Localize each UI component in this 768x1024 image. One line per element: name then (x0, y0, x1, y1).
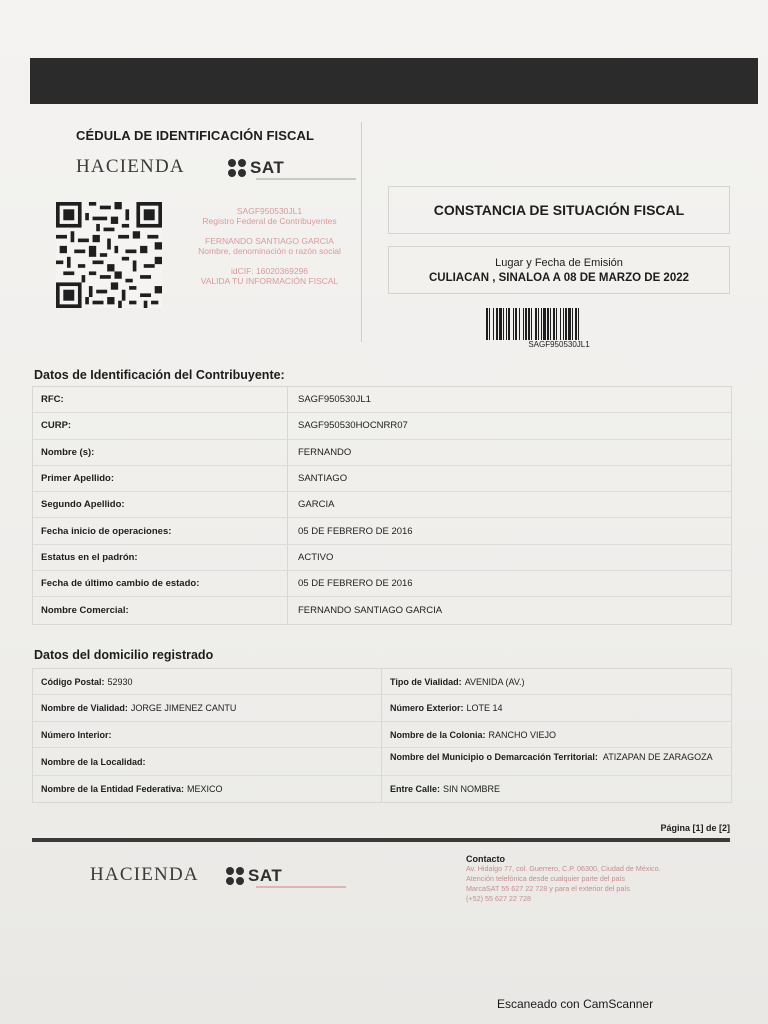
barcode-bar (513, 308, 514, 340)
localidad-label: Nombre de la Localidad: (41, 756, 146, 767)
barcode-bar (560, 308, 561, 340)
barcode-bar (489, 308, 490, 340)
table-row (33, 545, 731, 571)
barcode-bar (508, 308, 510, 340)
table-row (33, 440, 731, 466)
cedula-rfc: SAGF950530JL1 (236, 206, 303, 216)
id-label: Primer Apellido: (33, 466, 288, 491)
numero-exterior-value: LOTE 14 (466, 703, 503, 713)
id-value: SAGF950530HOCNRR07 (298, 420, 408, 432)
table-row (33, 466, 731, 492)
barcode-icon (484, 308, 634, 340)
colonia-label: Nombre de la Colonia: (390, 729, 486, 740)
id-label: Estatus en el padrón: (33, 545, 288, 570)
barcode-bar (499, 308, 502, 340)
top-header-band (30, 58, 758, 104)
id-value: SAGF950530JL1 (298, 394, 371, 406)
cedula-idcif: idCIF: 16020369296 (230, 266, 309, 276)
barcode-bar (568, 308, 571, 340)
qr-code-icon (54, 202, 164, 308)
barcode-bar (550, 308, 551, 340)
footer-sat-subtitle-line (256, 886, 346, 888)
table-row (33, 776, 731, 802)
entre-calle-value: SIN NOMBRE (443, 784, 501, 794)
barcode-bar (493, 308, 494, 340)
tipo-vialidad-cell (382, 669, 731, 694)
numero-exterior-cell (382, 695, 731, 721)
contacto-line: (+52) 55 627 22 728 (466, 894, 531, 903)
constancia-title: CONSTANCIA DE SITUACIÓN FISCAL (433, 202, 685, 218)
cedula-nombre: FERNANDO SANTIAGO GARCIA (205, 236, 334, 246)
codigo-postal-value: 52930 (107, 676, 133, 687)
barcode-bar (496, 308, 498, 340)
sat-dots-icon (228, 159, 246, 177)
id-value: 05 DE FEBRERO DE 2016 (298, 525, 413, 537)
footer-hacienda-logo: HACIENDA (90, 864, 199, 885)
table-row (33, 413, 731, 439)
sat-logo-text: SAT (250, 158, 285, 177)
barcode-bar (515, 308, 517, 340)
id-value: 05 DE FEBRERO DE 2016 (298, 578, 413, 590)
cedula-valida: VALIDA TU INFORMACIÓN FISCAL (200, 276, 339, 286)
contacto-line: Atención telefónica desde cualquier parte del país (466, 874, 626, 883)
footer-sat-text: SAT (248, 866, 283, 885)
contacto-line: MarcaSAT 55 627 22 728 y para el exterior del país (466, 884, 630, 893)
entre-calle-cell (382, 776, 731, 802)
cedula-panel (42, 122, 362, 342)
tipo-vialidad-label: Tipo de Vialidad: (390, 676, 462, 687)
barcode-label: SAGF950530JL1 (528, 340, 590, 349)
barcode-bar (535, 308, 537, 340)
sat-logo (228, 158, 284, 178)
sat-subtitle-line (256, 178, 356, 180)
barcode-bar (538, 308, 539, 340)
colonia-value: RANCHO VIEJO (488, 729, 557, 740)
barcode-bar (556, 308, 557, 340)
id-label: Nombre (s): (33, 440, 288, 465)
codigo-postal-label: Código Postal: (41, 676, 105, 687)
table-row (33, 518, 731, 544)
localidad-cell (33, 748, 382, 775)
municipio-cell (382, 748, 731, 775)
nombre-vialidad-cell (33, 695, 382, 721)
table-row (33, 571, 731, 597)
emision-label: Lugar y Fecha de Emisión (495, 257, 623, 269)
nombre-vialidad-value: JORGE JIMENEZ CANTU (130, 703, 237, 713)
barcode-bar (506, 308, 507, 340)
contacto-line: Av. Hidalgo 77, col. Guerrero, C.P. 06300, Ciudad de México. (466, 864, 661, 873)
barcode-bar (565, 308, 567, 340)
entidad-cell (33, 776, 382, 802)
emision-value: CULIACAN , SINALOA A 08 DE MARZO DE 2022 (428, 272, 690, 284)
barcode-bar (528, 308, 530, 340)
id-label: Fecha de último cambio de estado: (33, 571, 288, 596)
municipio-value: ATIZAPAN DE ZARAGOZA (602, 752, 713, 762)
numero-interior-label: Número Interior: (41, 729, 112, 740)
barcode-bar (523, 308, 524, 340)
table-row (33, 492, 731, 518)
barcode-bar (575, 308, 577, 340)
id-label: RFC: (33, 387, 288, 412)
constancia-box (388, 186, 730, 234)
table-row (33, 722, 731, 748)
numero-interior-cell (33, 722, 382, 747)
numero-exterior-label: Número Exterior: (390, 703, 464, 713)
entidad-value: MEXICO (187, 784, 223, 794)
cedula-title: CÉDULA DE IDENTIFICACIÓN FISCAL (76, 128, 315, 143)
id-label: Fecha inicio de operaciones: (33, 518, 288, 543)
id-label: Nombre Comercial: (33, 597, 288, 623)
codigo-postal-cell (33, 669, 382, 694)
barcode-bar (503, 308, 504, 340)
barcode-bar (541, 308, 542, 340)
id-value: FERNANDO (298, 446, 352, 458)
footer-sat-logo (226, 866, 282, 886)
barcode-bar (531, 308, 532, 340)
contacto-text (466, 864, 716, 904)
tipo-vialidad-value: AVENIDA (AV.) (464, 676, 525, 687)
barcode-bar (572, 308, 573, 340)
camscanner-watermark: Escaneado con CamScanner (497, 997, 654, 1011)
sat-dots-icon (226, 867, 244, 885)
table-row (33, 695, 731, 722)
contacto-title: Contacto (466, 854, 505, 864)
id-label: Segundo Apellido: (33, 492, 288, 517)
colonia-cell (382, 722, 731, 747)
nombre-vialidad-label: Nombre de Vialidad: (41, 703, 128, 713)
barcode-bar (553, 308, 555, 340)
barcode-bar (543, 308, 546, 340)
domicilio-table (32, 668, 732, 803)
id-value: GARCIA (298, 499, 335, 511)
domicilio-title: Datos del domicilio registrado (34, 648, 214, 662)
barcode-bar (563, 308, 564, 340)
hacienda-logo: HACIENDA (76, 156, 185, 177)
table-row (33, 597, 731, 623)
identificacion-title: Datos de Identificación del Contribuyente: (34, 368, 285, 382)
cedula-info-block (192, 206, 347, 296)
entre-calle-label: Entre Calle: (390, 784, 441, 794)
id-value: ACTIVO (298, 551, 334, 563)
table-row (33, 748, 731, 776)
barcode-bar (578, 308, 579, 340)
cedula-registro-label: Registro Federal de Contribuyentes (202, 216, 337, 226)
barcode-bar (486, 308, 488, 340)
table-row (33, 669, 731, 695)
identificacion-table (32, 386, 732, 625)
table-row (33, 387, 731, 413)
emision-box (388, 246, 730, 294)
municipio-label: Nombre del Municipio o Demarcación Territorial: (390, 752, 598, 762)
barcode-bar (525, 308, 527, 340)
footer-divider (32, 838, 730, 842)
cedula-nombre-label: Nombre, denominación o razón social (198, 246, 341, 256)
barcode-bar (519, 308, 520, 340)
id-value: SANTIAGO (298, 473, 348, 485)
page-number: Página [1] de [2] (660, 823, 730, 833)
barcode-bar (547, 308, 549, 340)
entidad-label: Nombre de la Entidad Federativa: (41, 784, 185, 794)
id-value: FERNANDO SANTIAGO GARCIA (298, 605, 443, 617)
id-label: CURP: (33, 413, 288, 438)
